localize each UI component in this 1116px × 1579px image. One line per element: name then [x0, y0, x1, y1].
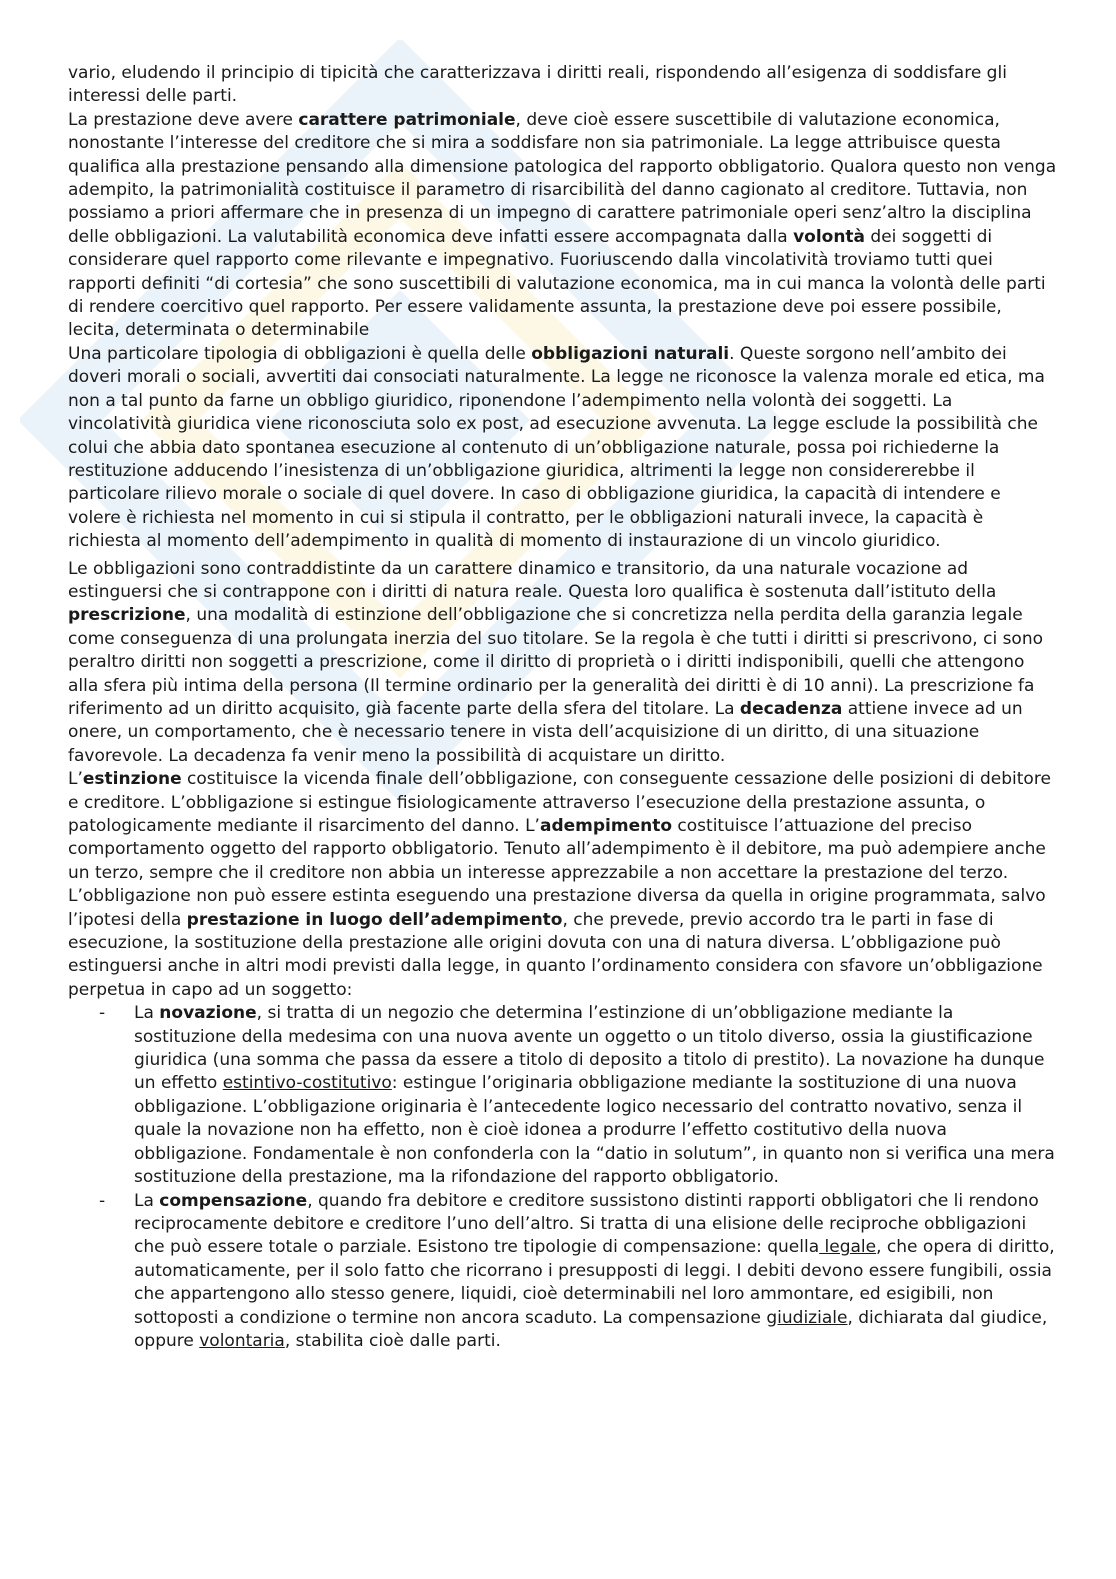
term-estintivo-costitutivo: estintivo-costitutivo [222, 1073, 392, 1094]
term-obbligazioni-naturali: obbligazioni naturali [531, 343, 730, 364]
term-adempimento: adempimento [539, 816, 673, 836]
list-dash: - [99, 1190, 106, 1211]
term-prestazione-in-luogo: prestazione in luogo dell’adempimento [186, 909, 563, 930]
paragraph-obbligazioni-naturali: Una particolare tipologia di obbligazioni è quella delle obbligazioni naturali. Queste sorgono nell’ambito dei doveri morali o sociali, avvertiti dai consociati naturalmente. La legge ne riconosce la valenza morale ed etica, ma non a tal punto da farne un obbligo giuridico, riponendone l’adempimento nella volontà dei soggetti. La vincolatività giuridica viene riconosciuta solo ex post, ad esecuzione avvenuta. La legge esclude la possibilità che colui che abbia dato spontanea esecuzione al contenuto di un’obbligazione naturale, possa poi richiederne la restituzione adducendo l’inesistenza di un’obbligazione giuridica, altrimenti la legge non considererebbe il particolare rilievo morale o sociale di quel dovere. In caso di obbligazione giuridica, la capacità di intendere e volere è richiesta nel momento in cui si stipula il contratto, per le obbligazioni naturali invece, la capacità è richiesta al momento dell’adempimento in qualità di momento di instaurazione di un vincolo giuridico. [68, 343, 1045, 552]
paragraph-prescrizione: Le obbligazioni sono contraddistinte da un carattere dinamico e transitorio, da una naturale vocazione ad estinguersi che si contrappone con i diritti di natura reale. Questa loro qualifica è sostenuta dall’istituto della prescrizione, una modalità di estinzione dell’obbligazione che si concretizza nella perdita della garanzia legale come conseguenza di una prolungata inerzia del suo titolare. Se la regola è che tutti i diritti si prescrivono, ci sono peraltro diritti non soggetti a prescrizione, come il diritto di proprietà o i diritti indisponibili, quelli che attengono alla sfera più intima della persona (Il termine ordinario per la generalità dei diritti è di 10 anni). La prescrizione fa riferimento ad un diritto acquisito, già facente parte della sfera del titolare. La decadenza attiene invece ad un onere, un comportamento, che è necessario tenere in vista dell’acquisizione di un diritto, di una situazione favorevole. La decadenza fa venir meno la possibilità di acquistare un diritto. [68, 558, 1044, 766]
term-carattere-patrimoniale: carattere patrimoniale [298, 109, 516, 130]
paragraph-estinzione: L’estinzione costituisce la vicenda finale dell’obbligazione, con conseguente cessazione delle posizioni di debitore e creditore. L’obbligazione si estingue fisiologicamente attraverso l’esecuzione della prestazione assunta, o patologicamente mediante il risarcimento del danno. L’adempimento costituisce l’attuazione del preciso comportamento oggetto del rapporto obbligatorio. Tenuto all’adempimento è il debitore, ma può adempiere anche un terzo, sempre che il creditore non abbia un interesse apprezzabile a non accettare la prestazione del terzo. L’obbligazione non può essere estinta eseguendo una prestazione diversa da quella in origine programmata, salvo l’ipotesi della prestazione in luogo dell’adempimento, che prevede, previo accordo tra le parti in fase di esecuzione, la sostituzione della prestazione alle origini dovuta con una di natura diversa. L’obbligazione può estinguersi anche in altri modi previsti dalla legge, in quanto l’ordinamento considera con sfavore un’obbligazione perpetua in capo ad un soggetto: [68, 769, 1051, 1000]
term-volonta: volontà [793, 226, 866, 247]
document-page [68, 62, 1058, 1353]
paragraph-intro: vario, eludendo il principio di tipicità che caratterizzava i diritti reali, rispondendo all’esigenza di soddisfare gli interessi delle parti. [68, 63, 1007, 107]
term-decadenza: decadenza [739, 698, 843, 719]
estinzione-list [68, 1002, 1058, 1353]
term-prescrizione: prescrizione [68, 605, 186, 626]
list-item-compensazione: - La compensazione, quando fra debitore e creditore sussistono distinti rapporti obbligatori che li rendono reciprocamente debitore e creditore l’uno dell’altro. Si tratta di una elisione delle reciproche obbligazioni che può essere totale o parziale. Esistono tre tipologie di compensazione: quella legale, che opera di diritto, automaticamente, per il solo fatto che ricorrano i presupposti di leggi. I debiti devono essere fungibili, ossia che appartengono allo stesso genere, liquidi, cioè determinabili nel loro ammontare, ed esigibili, non sottoposti a condizione o termine non ancora scaduto. La compensazione giudiziale, dichiarata dal giudice, oppure volontaria, stabilita cioè dalle parti. [99, 1190, 1055, 1351]
paragraph-carattere-patrimoniale: La prestazione deve avere carattere patrimoniale, deve cioè essere suscettibile di valutazione economica, nonostante l’interesse del creditore che si mira a soddisfare non sia patrimoniale. La legge attribuisce questa qualifica alla prestazione pensando alla dimensione patologica del rapporto obbligatorio. Qualora questo non venga adempito, la patrimonialità costituisce il parametro di risarcibilità del danno cagionato al creditore. Tuttavia, non possiamo a priori affermare che in presenza di un impegno di carattere patrimoniale operi senz’altro la disciplina delle obbligazioni. La valutabilità economica deve infatti essere accompagnata dalla volontà dei soggetti di considerare quel rapporto come rilevante e impegnativo. Fuoriuscendo dalla vincolatività troviamo tutti quei rapporti definiti “di cortesia” che sono suscettibili di valutazione economica, ma in cui manca la volontà delle parti di rendere coercitivo quel rapporto. Per essere validamente assunta, la prestazione deve poi essere possibile, lecita, determinata o determinabile [68, 109, 1057, 341]
list-item-novazione: - La novazione, si tratta di un negozio che determina l’estinzione di un’obbligazione mediante la sostituzione della medesima con una nuova avente un oggetto o un titolo diverso, ossia la giustificazione giuridica (una somma che passa da essere a titolo di deposito a titolo di prestito). La novazione ha dunque un effetto estintivo-costitutivo: estingue l’originaria obbligazione mediante la sostituzione di una nuova obbligazione. L’obbligazione originaria è l’antecedente logico necessario del contratto novativo, senza il quale la novazione non ha effetto, non è cioè idonea a produrre l’effetto costitutivo della nuova obbligazione. Fondamentale è non confonderla con la “datio in solutum”, in quanto non si verifica una mera sostituzione della prestazione, ma la rifondazione del rapporto obbligatorio. [99, 1003, 1055, 1188]
term-giudiziale: giudiziale [766, 1307, 848, 1328]
term-volontaria: volontaria [199, 1330, 285, 1351]
term-novazione: novazione [159, 1003, 257, 1024]
list-dash: - [99, 1003, 106, 1024]
term-compensazione: compensazione [159, 1190, 308, 1211]
term-estinzione: estinzione [82, 769, 182, 790]
term-legale: legale [819, 1237, 877, 1258]
